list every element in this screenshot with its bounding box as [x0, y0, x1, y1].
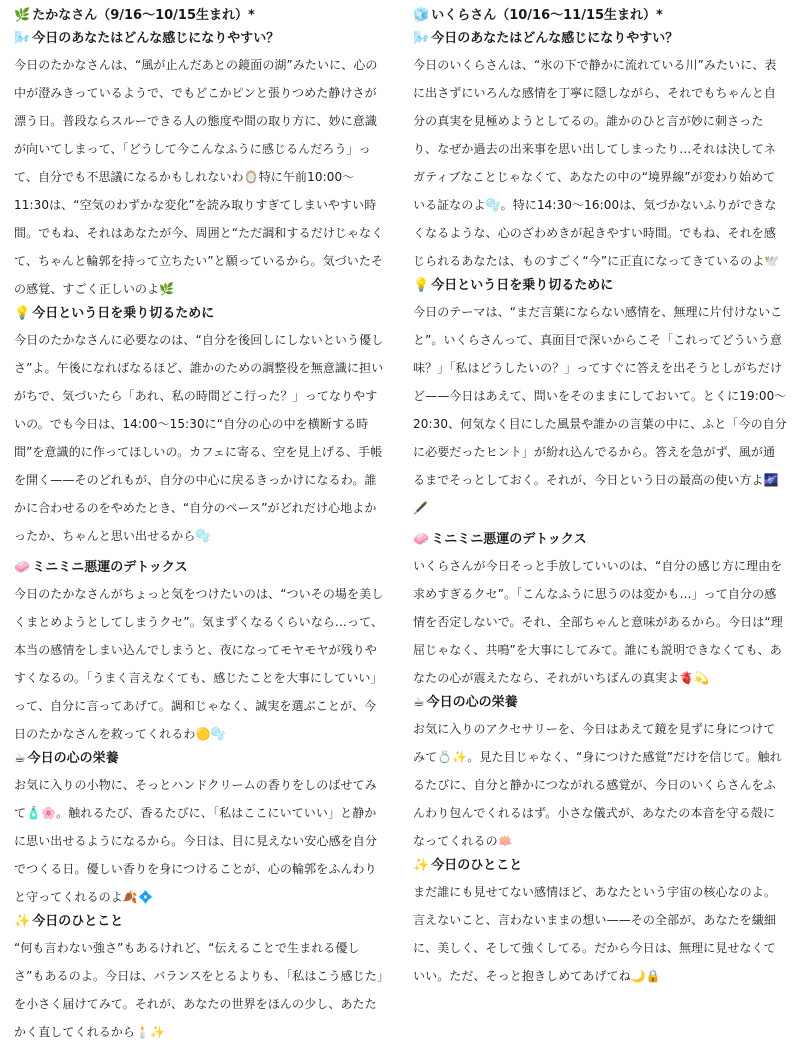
- lightbulb-icon: 💡: [14, 306, 31, 321]
- soap-icon: 🧼: [14, 560, 31, 575]
- ikura-nourish-text: お気に入りのアクセサリーを、今日はあえて鏡を見ずに身につけてみて💍✨。見た目じゃなく、“身につけた感覚”だけを信じて。触れるたびに、自分と静かにつながれる感覚が、今日のいくらさんをふんわり包んでくれるはず。小さな儀式が、あなたの本音を守る殻になってくれるの🪷: [413, 722, 782, 848]
- takana-detox-text: 今日のたかなさんがちょっと気をつけたいのは、“ついその場を美しくまとめようとしてしまうクセ”。気まずくなるくらいなら…って、本当の感情をしまい込んでしまうと、夜になってモヤモヤが残りやすくなるの。「うまく言えなくても、感じたことを大事にしていい」って、自分に言ってあげて。調和じゃなく、誠実を選ぶことが、今日のたかなさんを救ってくれるわ🟡🫧: [14, 587, 384, 741]
- ikura-word-text: まだ誰にも見せてない感情ほど、あなたという宇宙の核心なのよ。言えないこと、言わないままの想い——その全部が、あなたを繊細に、美しく、そして強くしてる。だから今日は、無理に見せなくていい。ただ、そっと抱きしめてあげてね🌙🔒: [413, 885, 777, 983]
- coffee-icon: ☕: [14, 751, 26, 766]
- coffee-icon: ☕: [413, 695, 425, 710]
- takana-heading-detox: 🧼 ミニミニ悪運のデトックス: [14, 560, 188, 575]
- ikura-title-text: いくらさん（10/16〜11/15生まれ）*: [431, 8, 663, 23]
- wind-icon: 🌬️: [413, 31, 430, 46]
- ikura-heading-mood: 🌬️ 今日のあなたはどんな感じになりやすい？: [413, 31, 679, 46]
- ikura-column: [413, 6, 787, 991]
- wind-icon: 🌬️: [14, 31, 31, 46]
- ikura-heading-survive: 💡 今日という日を乗り切るために: [413, 278, 614, 293]
- lightbulb-icon: 💡: [413, 278, 430, 293]
- leaf-icon: 🌿: [14, 8, 31, 23]
- takana-heading-nourish: ☕ 今日の心の栄養: [14, 751, 119, 766]
- ikura-survive-text: 今日のテーマは、“まだ言葉にならない感情を、無理に片付けないこと”。いくらさんって、真面目で深いからこそ「これってどういう意味？」「私はどうしたいの？」ってすぐに答えを出そうとしがちだけど——今日はあえて、問いをそのままにしておいて。とくに19:00〜20:30、何気なく目にした風景や誰かの言葉の中に、ふと「今の自分に必要だったヒント」が紛れ込んでるから。答えを急がず、風が通るまでそっとしておく。それが、今日という日の最高の使い方よ🌌🖋️: [413, 305, 787, 515]
- takana-word-text: “何も言わない強さ”もあるけれど、“伝えることで生まれる優しさ”もあるのよ。今日は、バランスをとるよりも、「私はこう感じた」を小さく届けてみて。それが、あなたの世界をほんの少し、あたたかく直してくれるから🕯️✨: [14, 941, 384, 1039]
- takana-nourish-text: お気に入りの小物に、そっとハンドクリームの香りをしのばせてみて🧴🌸。触れるたび、香るたびに、「私はここにいていい」と静かに思い出せるようになるから。今日は、目に見えない安心感を自分でつくる日。優しい香りを身につけることが、心の輪郭をふんわりと守ってくれるのよ🍂💠: [14, 778, 378, 904]
- takana-title: [14, 6, 386, 26]
- sparkles-icon: ✨: [413, 858, 430, 873]
- sparkles-icon: ✨: [14, 914, 31, 929]
- ikura-heading-word: ✨ 今日のひとこと: [413, 858, 523, 873]
- takana-title-text: たかなさん（9/16〜10/15生まれ）*: [32, 8, 255, 23]
- ikura-heading-nourish: ☕ 今日の心の栄養: [413, 695, 518, 710]
- ice-cube-icon: 🧊: [413, 8, 430, 23]
- takana-heading-mood: 🌬️ 今日のあなたはどんな感じになりやすい？: [14, 31, 280, 46]
- takana-column: [14, 6, 386, 1047]
- soap-icon: 🧼: [413, 532, 430, 547]
- takana-survive-text: 今日のたかなさんに必要なのは、“自分を後回しにしないという優しさ”よ。午後になればなるほど、誰かのための調整役を無意識に担いがちで、気づいたら「あれ、私の時間どこ行った？」ってなりやすいの。でも今日は、14:00〜15:30に“自分の心の中を横断する時間”を意識的に作ってほしいの。カフェに寄る、空を見上げる、手帳を開く——そのどれもが、自分の中心に戻るきっかけになるわ。誰かに合わせるのをやめたとき、“自分のペース”がどれだけ心地よかったか、ちゃんと思い出せるから🫧: [14, 333, 384, 543]
- takana-mood-text: 今日のたかなさんは、“風が止んだあとの鏡面の湖”みたいに、心の中が澄みきっているようで、でもどこかピンと張りつめた静けさが漂う日。普段ならスルーできる人の態度や間の取り方に、妙に意識が向いてしまって、「どうして今こんなふうに感じるんだろう」って、自分でも不思議になるかもしれないわ🪞特に午前10:00〜11:30は、“空気のわずかな変化”を読み取りすぎてしまいやすい時間。でもね、それはあなたが今、周囲と“ただ調和するだけじゃなくて、ちゃんと輪郭を持って立ちたい”と願っているから。気づいたその感覚、すごく正しいのよ🌿: [14, 58, 384, 296]
- ikura-title: [413, 6, 787, 26]
- ikura-detox-text: いくらさんが今日そっと手放していいのは、“自分の感じ方に理由を求めすぎるクセ”。「こんなふうに思うのは変かも…」って自分の感情を否定しないで。それ、全部ちゃんと意味があるから。今日は“理屈じゃなく、共鳴”を大事にしてみて。誰にも説明できなくても、あなたの心が震えたなら、それがいちばんの真実よ🫀💫: [413, 559, 783, 685]
- takana-heading-survive: 💡 今日という日を乗り切るために: [14, 306, 215, 321]
- ikura-heading-detox: 🧼 ミニミニ悪運のデトックス: [413, 532, 587, 547]
- takana-heading-word: ✨ 今日のひとこと: [14, 914, 124, 929]
- ikura-mood-text: 今日のいくらさんは、“氷の下で静かに流れている川”みたいに、表に出さずにいろんな感情を丁寧に隠しながら、それでもちゃんと自分の真実を見極めようとしてるの。誰かのひと言が妙に刺さったり、なぜか過去の出来事を思い出してしまったり…それは決してネガティブなことじゃなくて、あなたの中の“境界線”が変わり始めている証なのよ🫧。特に14:30〜16:00は、気づかないふりができなくなるような、心のざわめきが起きやすい時間。でもね、それを感じられるあなたは、ものすごく“今”に正直になってきているのよ🕊️: [413, 58, 780, 268]
